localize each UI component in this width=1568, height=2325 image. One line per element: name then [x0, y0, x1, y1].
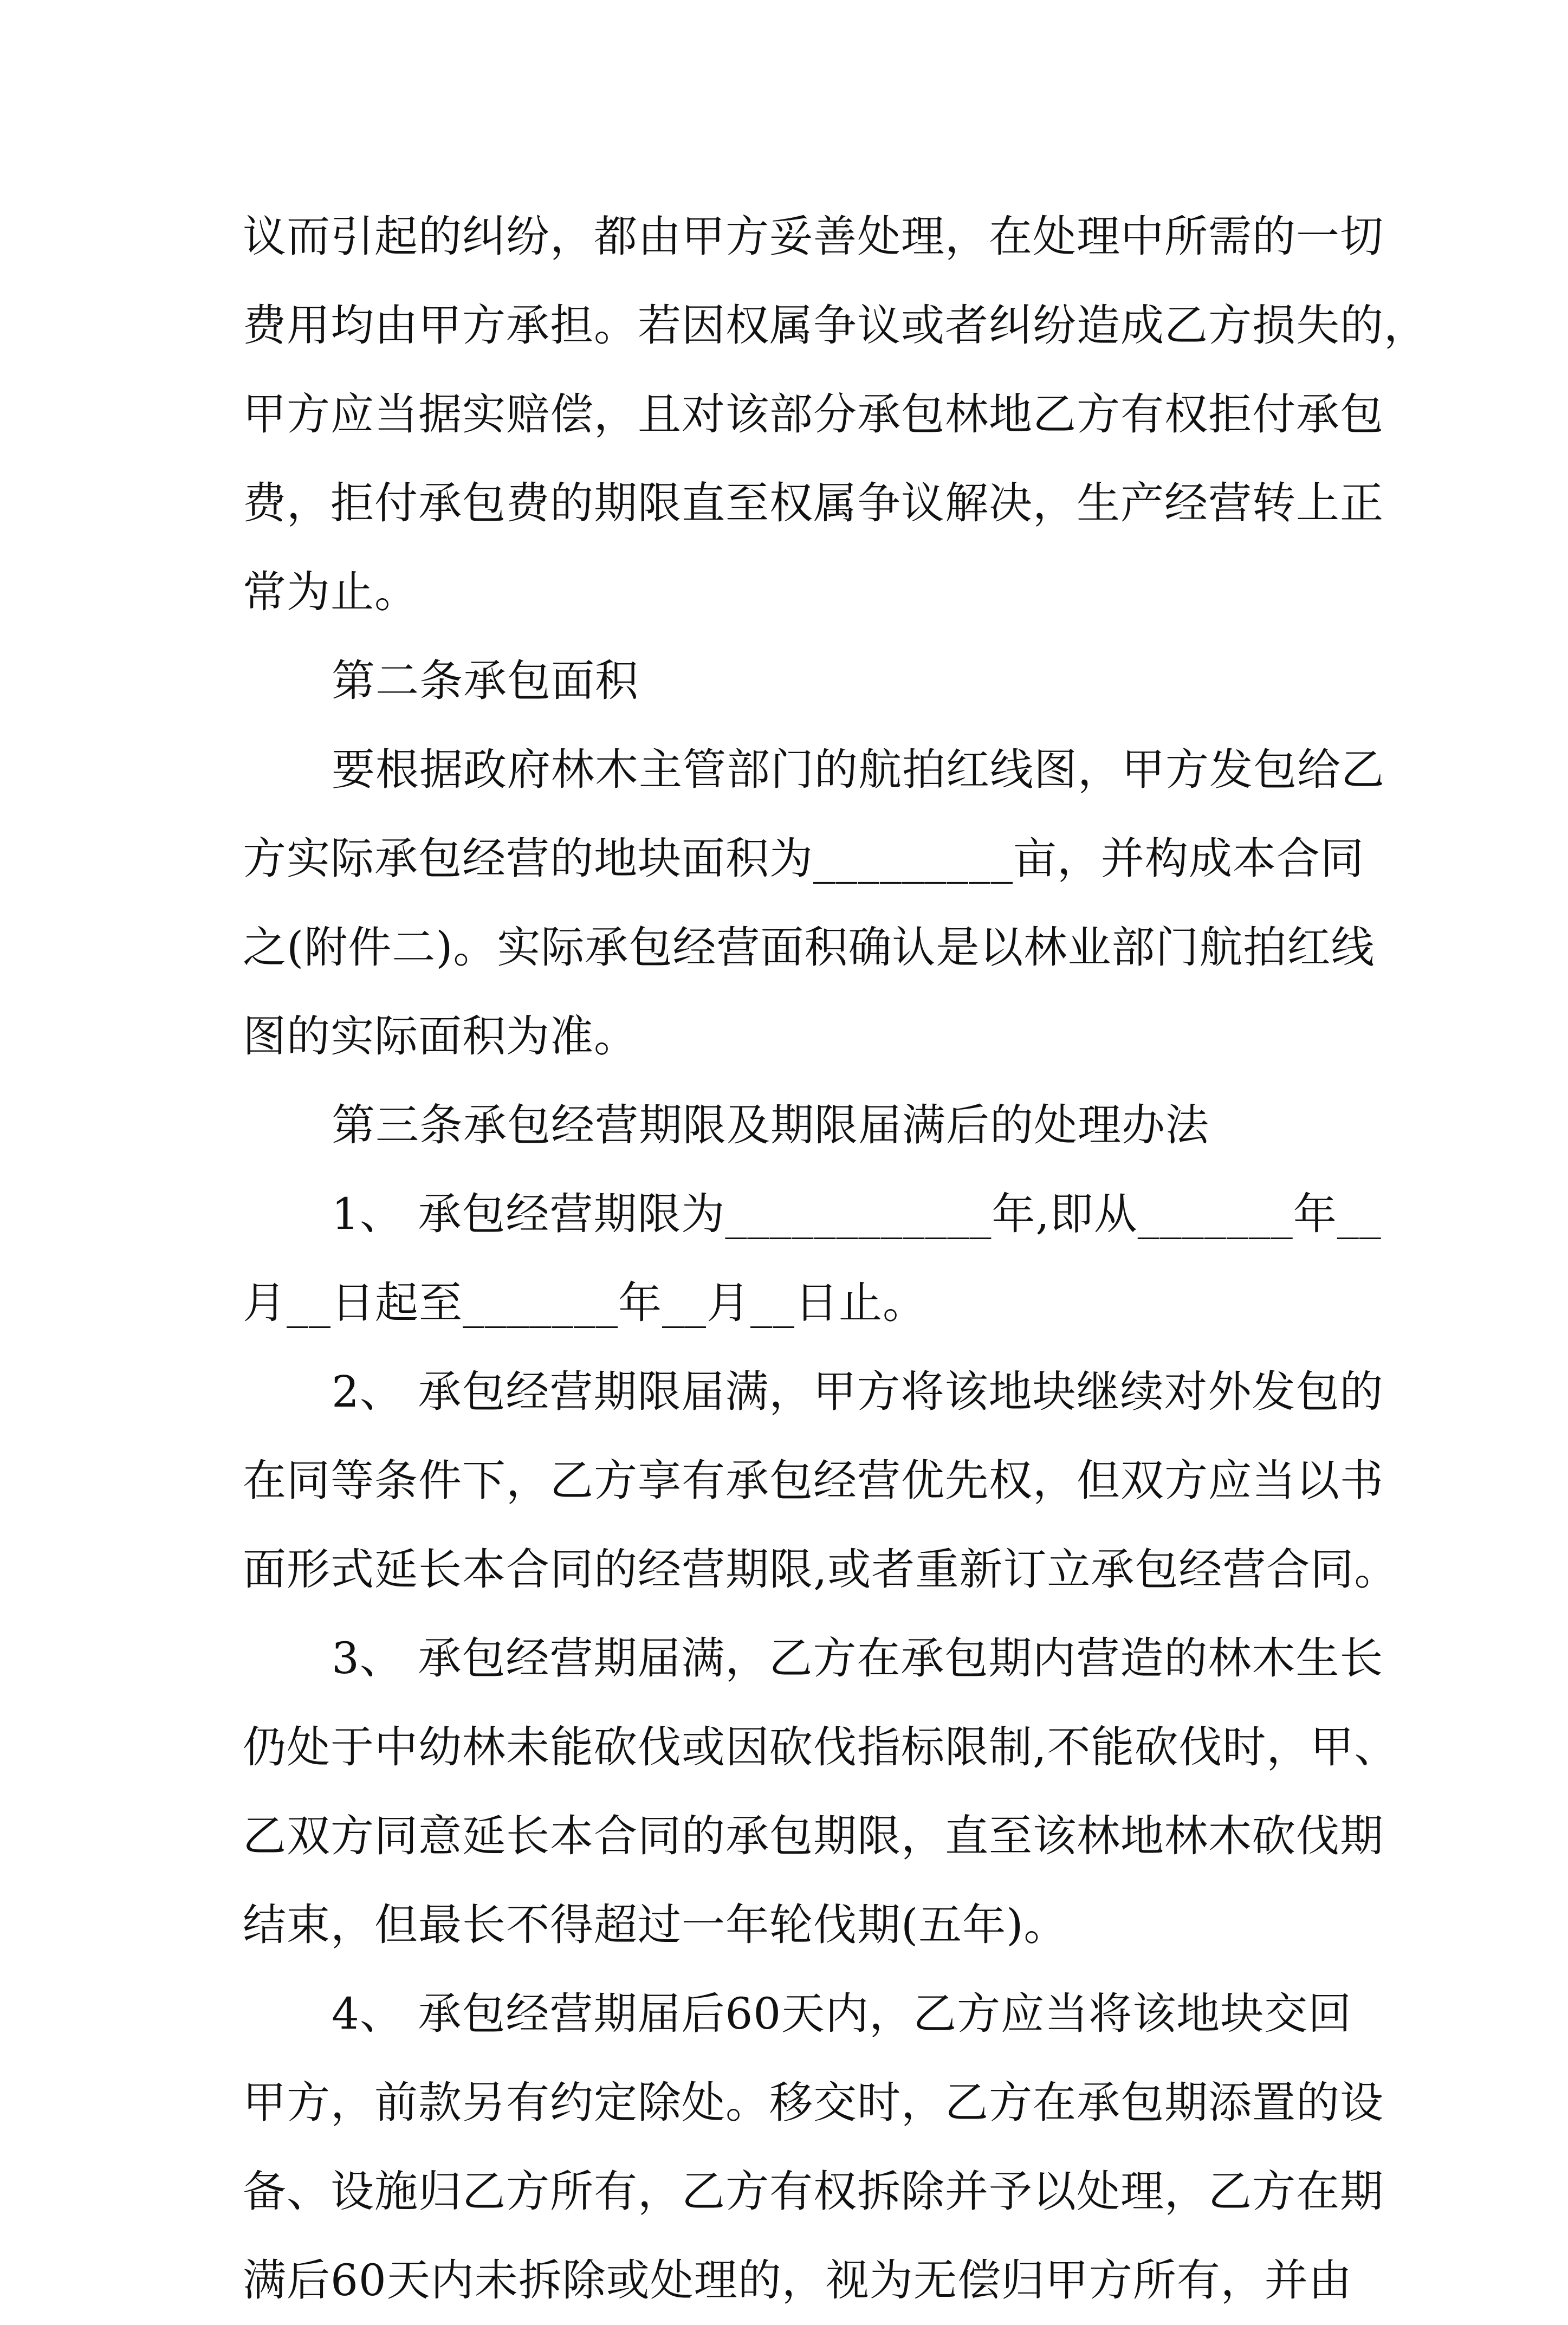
article-heading: 第二条承包面积: [332, 656, 639, 706]
numbered-item-line: 4、 承包经营期届后60天内，乙方应当将该地块交回: [332, 1989, 1352, 2039]
document-page: [243, 192, 1428, 2325]
paragraph-line: 满后60天内未拆除或处理的，视为无偿归甲方所有，并由: [243, 2255, 1352, 2305]
paragraph-line: 方实际承包经营的地块面积为_________亩，并构成本合同: [243, 833, 1364, 884]
paragraph-line: 费，拒付承包费的期限直至权属争议解决，生产经营转上正: [243, 478, 1384, 528]
paragraph-line: 费用均由甲方承担。若因权属争议或者纠纷造成乙方损失的，: [243, 300, 1428, 351]
paragraph-line: 图的实际面积为准。: [243, 1011, 638, 1061]
paragraph-line: 结束，但最长不得超过一年轮伐期(五年)。: [243, 1900, 1068, 1950]
paragraph-line: 乙双方同意延长本合同的承包期限，直至该林地林木砍伐期: [243, 1811, 1384, 1861]
paragraph-line: 甲方，前款另有约定除处。移交时，乙方在承包期添置的设: [243, 2077, 1384, 2128]
numbered-item-line: 2、 承包经营期限届满，甲方将该地块继续对外发包的: [332, 1366, 1384, 1417]
numbered-item-line: 3、 承包经营期届满，乙方在承包期内营造的林木生长: [332, 1633, 1384, 1683]
paragraph-line: 议而引起的纠纷，都由甲方妥善处理，在处理中所需的一切: [243, 211, 1384, 262]
paragraph-line: 要根据政府林木主管部门的航拍红线图，甲方发包给乙: [332, 744, 1385, 795]
paragraph-line: 在同等条件下，乙方享有承包经营优先权，但双方应当以书: [243, 1455, 1384, 1506]
paragraph-line: 仍处于中幼林未能砍伐或因砍伐指标限制,不能砍伐时，甲、: [243, 1722, 1398, 1772]
paragraph-line: 月__日起至_______年__月__日止。: [243, 1278, 926, 1328]
paragraph-line: 常为止。: [243, 567, 418, 617]
paragraph-line: 甲方应当据实赔偿，且对该部分承包林地乙方有权拒付承包: [243, 389, 1384, 439]
paragraph-line: 面形式延长本合同的经营期限,或者重新订立承包经营合同。: [243, 1544, 1398, 1595]
paragraph-line: 之(附件二)。实际承包经营面积确认是以林业部门航拍红线: [243, 922, 1375, 973]
paragraph-line: 备、设施归乙方所有，乙方有权拆除并予以处理，乙方在期: [243, 2166, 1384, 2217]
numbered-item-line: 1、 承包经营期限为____________年,即从_______年__: [332, 1189, 1382, 1239]
article-heading: 第三条承包经营期限及期限届满后的处理办法: [332, 1100, 1209, 1150]
